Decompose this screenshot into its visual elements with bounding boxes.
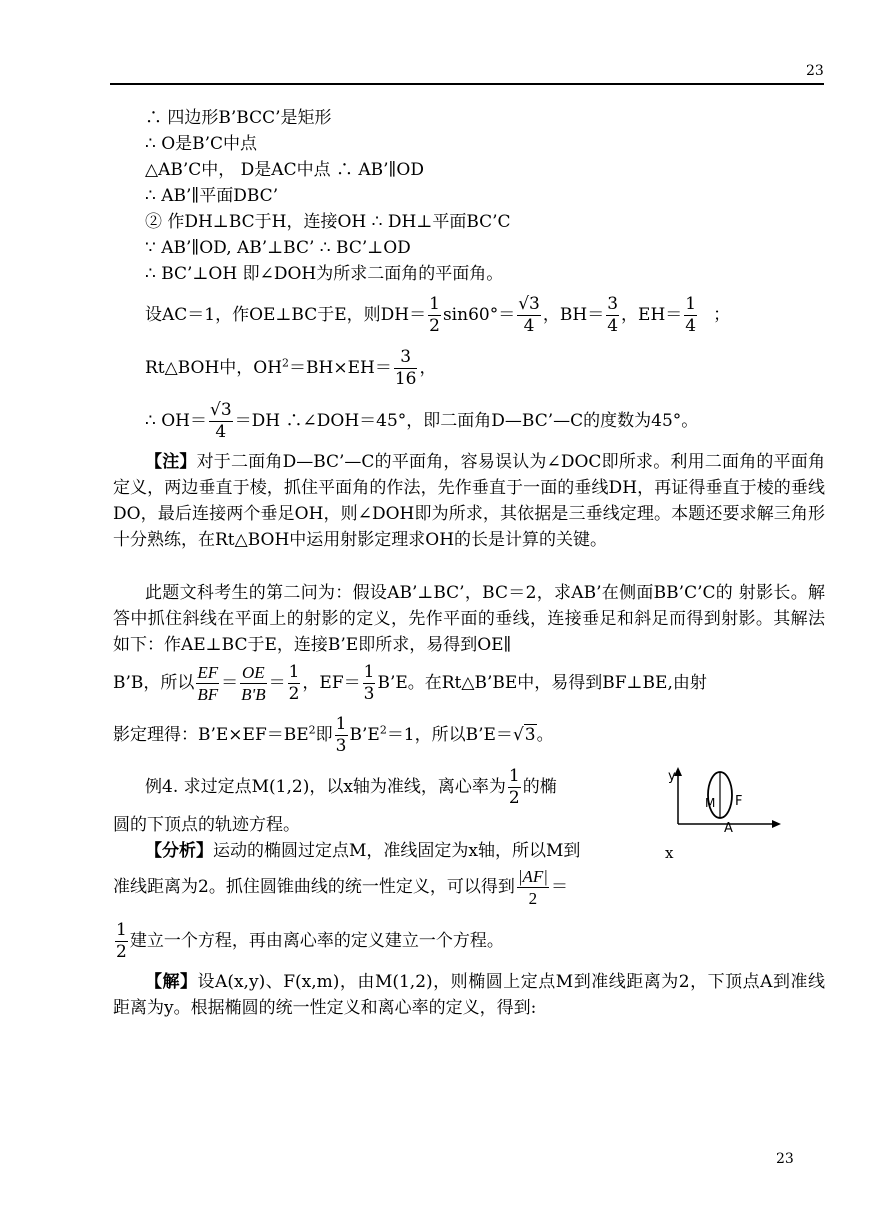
fraction-sqrt3-over-4: $\frac{√3}{4}$ bbox=[518, 294, 540, 336]
example4-line-1 bbox=[145, 764, 557, 810]
eq3-text-a: ∴ OH＝ bbox=[145, 411, 207, 431]
wenke-l5a: 影定理得：B’E×EF＝BE bbox=[113, 725, 309, 745]
wenke-l4a: B’B，所以 bbox=[113, 673, 195, 693]
equation-dh bbox=[145, 292, 730, 338]
figure-f-label: F bbox=[735, 794, 743, 809]
footer-page-number: 23 bbox=[776, 1151, 794, 1167]
solution-text: 设A(x,y)、F(x,m)，由M(1,2)，则椭圆上定点M到准线距离为2，下顶点A到准线距离为y。根据椭圆的统一性定义和离心率的定义，得到: bbox=[113, 972, 825, 1018]
proof-line-3: △AB’C中， D是AC中点 ∴ AB’∥OD bbox=[145, 160, 424, 180]
analysis-text-c: 建立一个方程，再由离心率的定义建立一个方程。 bbox=[129, 931, 504, 951]
fraction-ef-over-bf: $\frac{EF}{BF}$ bbox=[197, 663, 219, 704]
analysis-eq: ＝ bbox=[550, 877, 568, 897]
solution-paragraph bbox=[113, 969, 825, 1021]
fraction-af-over-2: $\frac{|AF|}{2}$ bbox=[517, 867, 548, 908]
example4-text-a: 例4. 求过定点M(1,2)，以x轴为准线，离心率为 bbox=[145, 777, 506, 797]
proof-line-2: ∴ O是B’C中点 bbox=[145, 134, 258, 154]
analysis-label: 【分析】 bbox=[145, 841, 213, 861]
fraction-third-b: $\frac{1}{3}$ bbox=[335, 714, 347, 756]
wenke-l5d: ＝1，所以B’E＝ bbox=[386, 725, 513, 745]
wenke-line-5 bbox=[113, 712, 554, 758]
proof-line-5: ② 作DH⊥BC于H，连接OH ∴ DH⊥平面BC’C bbox=[145, 212, 511, 232]
fraction-half-b: $\frac{1}{2}$ bbox=[288, 662, 300, 704]
header-page-number: 23 bbox=[806, 63, 824, 79]
eq1-text-a: 设AC＝1，作OE⊥BC于E，则DH＝ bbox=[145, 305, 427, 325]
wenke-l4b: ，EF＝ bbox=[302, 673, 361, 693]
x-axis-arrow bbox=[772, 820, 781, 828]
note-label: 【注】 bbox=[145, 452, 197, 472]
fraction-third: $\frac{1}{3}$ bbox=[363, 662, 375, 704]
wenke-line-4 bbox=[113, 660, 707, 706]
example4-text-b: 的椭 bbox=[522, 777, 557, 797]
eq2-text-a: Rt△BOH中，OH bbox=[145, 358, 283, 378]
fraction-3-over-16: $\frac{3}{16}$ bbox=[394, 347, 417, 389]
fraction-sqrt3-over-4-b: $\frac{√3}{4}$ bbox=[209, 400, 232, 442]
eq1-text-e: ； bbox=[713, 305, 731, 325]
fraction-three-quarters: $\frac{3}{4}$ bbox=[607, 294, 619, 336]
analysis-text-a: 运动的椭圆过定点M，准线固定为x轴，所以M到 bbox=[213, 841, 581, 861]
example4-line-2: 圆的下顶点的轨迹方程。 bbox=[113, 815, 300, 835]
eq1-text-b: sin60°＝ bbox=[442, 305, 516, 325]
figure-x-label: x bbox=[665, 844, 674, 862]
proof-line-7: ∴ BC’⊥OH 即∠DOH为所求二面角的平面角。 bbox=[145, 264, 504, 284]
figure-y-label: y bbox=[668, 769, 676, 784]
figure-a-label: A bbox=[724, 821, 733, 836]
fraction-quarter: $\frac{1}{4}$ bbox=[685, 294, 697, 336]
analysis-line-3 bbox=[113, 918, 504, 964]
note-text: 对于二面角D—BC’—C的平面角，容易误认为∠DOC即所求。利用二面角的平面角定义，两边垂直于棱，抓住平面角的作法，先作垂直于一面的垂线DH，再证得垂直于棱的垂线DO，最后连接两个垂足OH，则∠DOH即为所求，其依据是三垂线定理。本题还要求解三角形十分熟练，在Rt△BOH中运用射影定理求OH的长是计算的关键。 bbox=[113, 452, 825, 550]
proof-line-6: ∵ AB’∥OD, AB’⊥BC’ ∴ BC’⊥OD bbox=[145, 238, 411, 258]
wenke-l5e: 。 bbox=[536, 725, 554, 745]
eq1-text-c: ，BH＝ bbox=[542, 305, 605, 325]
eq1-text-d: ，EH＝ bbox=[621, 305, 683, 325]
wenke-sup3: 2 bbox=[379, 723, 387, 737]
eq3-text-b: ＝DH ∴∠DOH＝45°，即二面角D—BC’—C的度数为45°。 bbox=[234, 411, 699, 431]
analysis-line-1 bbox=[145, 841, 580, 861]
wenke-paragraph bbox=[113, 580, 825, 658]
fraction-half: $\frac{1}{2}$ bbox=[429, 294, 440, 336]
proof-line-4: ∴ AB’∥平面DBC’ bbox=[145, 186, 279, 206]
wenke-sup2: 2 bbox=[308, 723, 316, 737]
wenke-eq-1: ＝ bbox=[221, 673, 239, 693]
note-paragraph bbox=[113, 449, 825, 553]
analysis-line-2 bbox=[113, 864, 568, 910]
equation-oh-squared bbox=[145, 345, 436, 391]
analysis-text-b: 准线距离为2。抓住圆锥曲线的统一性定义，可以得到 bbox=[113, 877, 515, 897]
wenke-l5b: 即 bbox=[315, 725, 333, 745]
eq2-sup: 2 bbox=[282, 356, 290, 370]
wenke-text: 此题文科考生的第二问为：假设AB’⊥BC’，BC＝2，求AB’在侧面BB’C’C的 射影长。解答中抓住斜线在平面上的射影的定义，先作平面的垂线，连接垂足和斜足而得到射影。其解法如下：作AE⊥BC于E，连接B’E即所求，易得到OE∥ bbox=[113, 583, 825, 655]
proof-line-1: ∴ 四边形B’BCC’是矩形 bbox=[145, 108, 332, 128]
fraction-eccentricity: $\frac{1}{2}$ bbox=[508, 766, 520, 808]
ellipse-figure bbox=[655, 762, 785, 862]
eq2-text-b: ＝BH×EH＝ bbox=[289, 358, 392, 378]
wenke-l4c: B’E。在Rt△B’BE中，易得到BF⊥BE,由射 bbox=[377, 673, 707, 693]
fraction-oe-over-bpb: $\frac{OE}{B'B}$ bbox=[241, 663, 266, 704]
solution-label: 【解】 bbox=[145, 972, 198, 992]
sqrt-3: √3 bbox=[512, 725, 536, 745]
wenke-l5c: B’E bbox=[349, 725, 380, 745]
figure-m-label: M bbox=[705, 796, 716, 810]
header-rule bbox=[110, 83, 824, 85]
fraction-half-c: $\frac{1}{2}$ bbox=[116, 920, 127, 962]
equation-oh-result bbox=[145, 398, 698, 444]
eq2-text-c: ， bbox=[419, 358, 437, 378]
wenke-eq-2: ＝ bbox=[268, 673, 286, 693]
